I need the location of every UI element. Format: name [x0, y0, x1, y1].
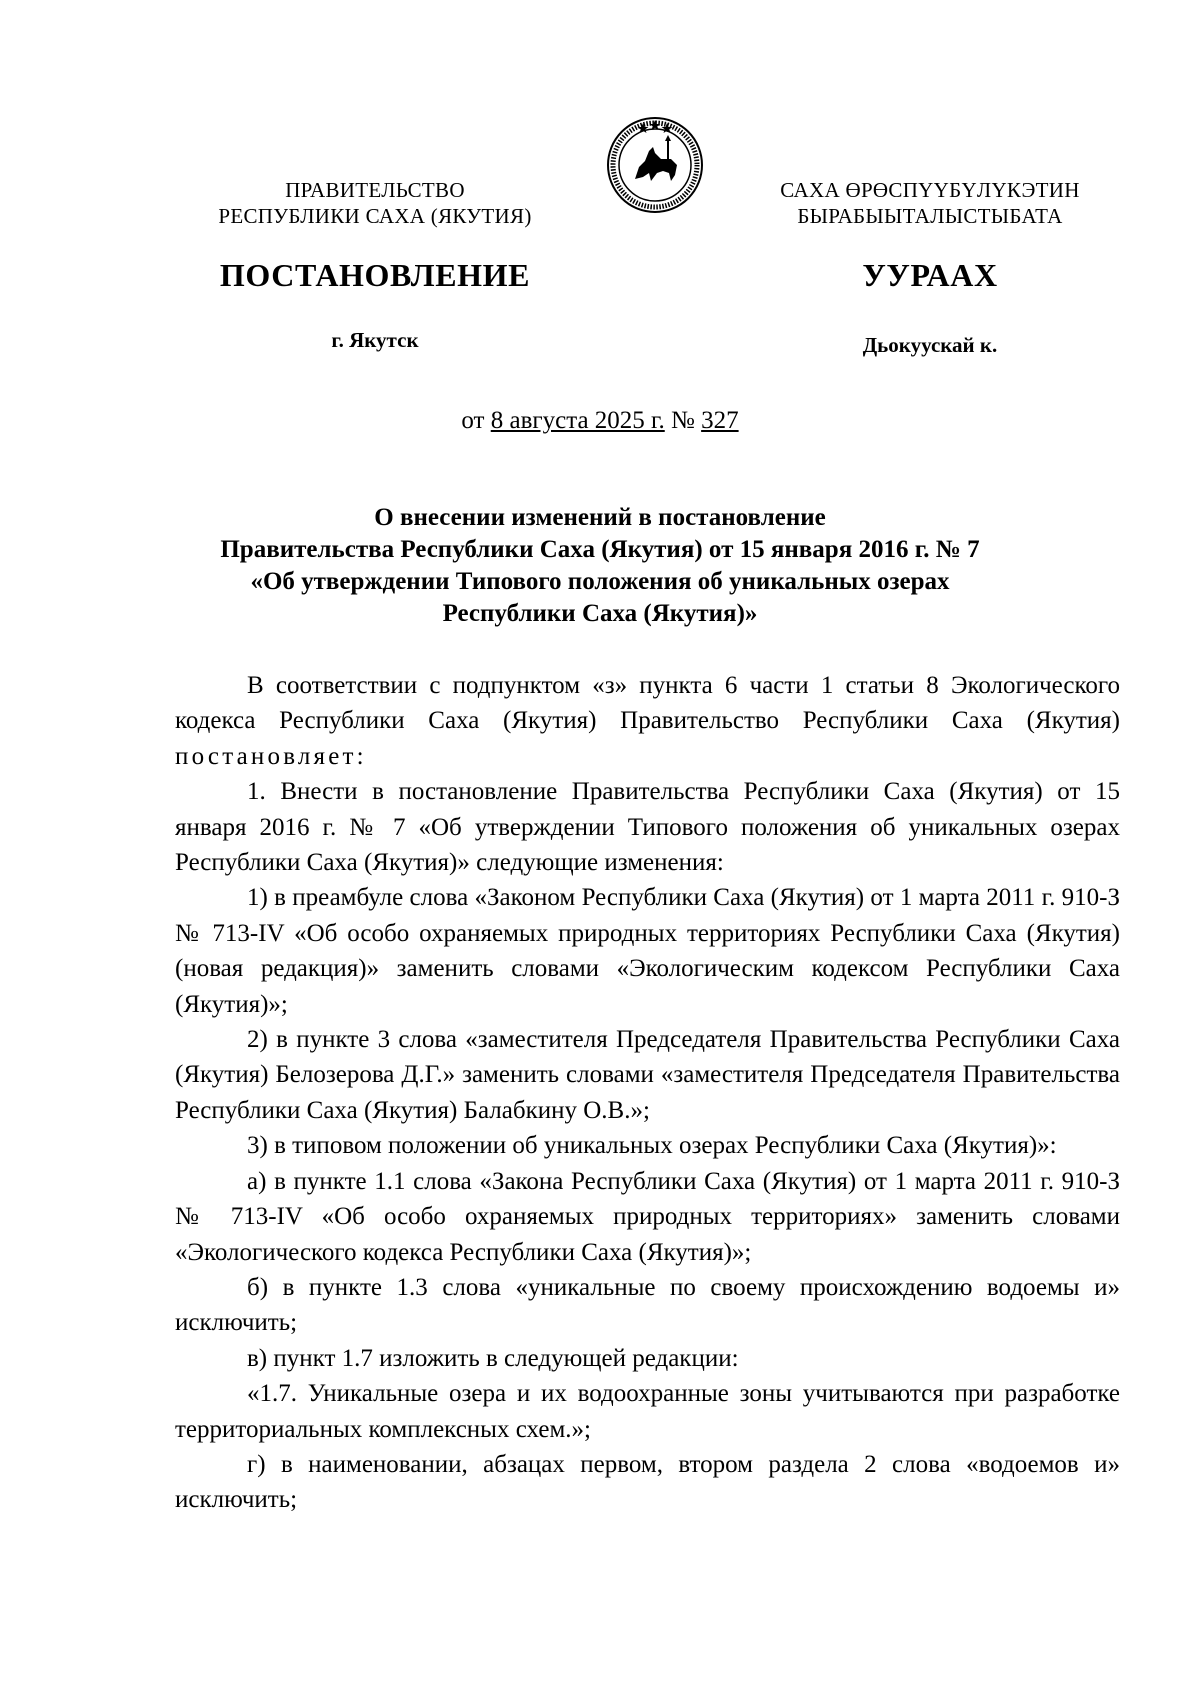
document-subject: [180, 502, 1020, 630]
date-prefix: от: [461, 407, 485, 434]
issuer-yakut-line-1: САХА ӨРӨСПҮҮБҮЛҮКЭТИН: [780, 178, 1080, 202]
number-label: №: [671, 407, 695, 434]
paragraph-quoted-1-7: «1.7. Уникальные озера и их водоохранные зоны учитываются при разработке территориальных комплексных схем.»;: [175, 1380, 1120, 1443]
paragraph-subitem-1: 1) в преамбуле слова «Законом Республики Саха (Якутия) от 1 марта 2011 г. 910-З № 713-IV «Об особо охраняемых природных территориях Республики Саха (Якутия) (новая редакция)» заменить словами «Экологическим кодексом Республики Саха (Якутия)»;: [175, 884, 1120, 1018]
city-russian: г. Якутск: [331, 328, 419, 352]
document-type-russian: ПОСТАНОВЛЕНИЕ: [219, 257, 531, 293]
paragraph-subitem-3: 3) в типовом положении об уникальных озерах Республики Саха (Якутия)»:: [247, 1132, 1057, 1160]
issuer-yakut-line-2: БЫРАБЫЫТАЛЫСТЫБАТА: [797, 204, 1063, 228]
document-type-yakut: УУРААХ: [862, 257, 998, 293]
paragraph-subitem-v: в) пункт 1.7 изложить в следующей редакции:: [247, 1344, 739, 1372]
paragraph-preamble: [175, 668, 1120, 774]
document-date-number: [0, 407, 1200, 435]
paragraph-subitem-a: а) в пункте 1.1 слова «Закона Республики Саха (Якутия) от 1 марта 2011 г. 910-З № 713-IV «Об особо охраняемых природных территориях» заменить словами «Экологического кодекса Республики Саха (Якутия)»;: [175, 1167, 1120, 1266]
paragraph-subitem-b: б) в пункте 1.3 слова «уникальные по своему происхождению водоемы и» исключить;: [175, 1273, 1120, 1337]
issuer-name-yakut: [745, 177, 1115, 229]
subject-line-1: О внесении изменений в постановление: [374, 504, 826, 531]
subject-line-3: «Об утверждении Типового положения об уникальных озерах: [250, 568, 950, 595]
coat-of-arms-emblem: [605, 115, 705, 215]
paragraph-subitem-2: 2) в пункте 3 слова «заместителя Председателя Правительства Республики Саха (Якутия) Белозерова Д.Г.» заменить словами «заместителя Председателя Правительства Республики Саха (Якутия) Балабкину О.В.»;: [175, 1026, 1120, 1124]
issuer-line-2: РЕСПУБЛИКИ САХА (ЯКУТИЯ): [218, 204, 532, 228]
subject-line-4: Республики Саха (Якутия)»: [442, 600, 758, 627]
preamble-text: В соответствии с подпунктом «з» пункта 6 части 1 статьи 8 Экологического кодекса Республики Саха (Якутия) Правительство Республики Саха (Якутия): [175, 672, 1120, 735]
resolves-word: постановляет:: [175, 742, 367, 770]
issuer-name-russian: [170, 177, 580, 229]
city-yakut: Дьокуускай к.: [862, 333, 998, 357]
document-number: 327: [701, 407, 739, 434]
document-date: 8 августа 2025 г.: [490, 407, 665, 434]
paragraph-subitem-g: г) в наименовании, абзацах первом, втором раздела 2 слова «водоемов и» исключить;: [175, 1450, 1120, 1514]
subject-line-2: Правительства Республики Саха (Якутия) от 15 января 2016 г. № 7: [220, 536, 980, 563]
paragraph-item-1: 1. Внести в постановление Правительства Республики Саха (Якутия) от 15 января 2016 г. № 7 «Об утверждении Типового положения об уникальных озерах Республики Саха (Якутия)» следующие изменения:: [175, 778, 1120, 877]
document-body: [175, 668, 1120, 1518]
issuer-line-1: ПРАВИТЕЛЬСТВО: [285, 178, 465, 202]
